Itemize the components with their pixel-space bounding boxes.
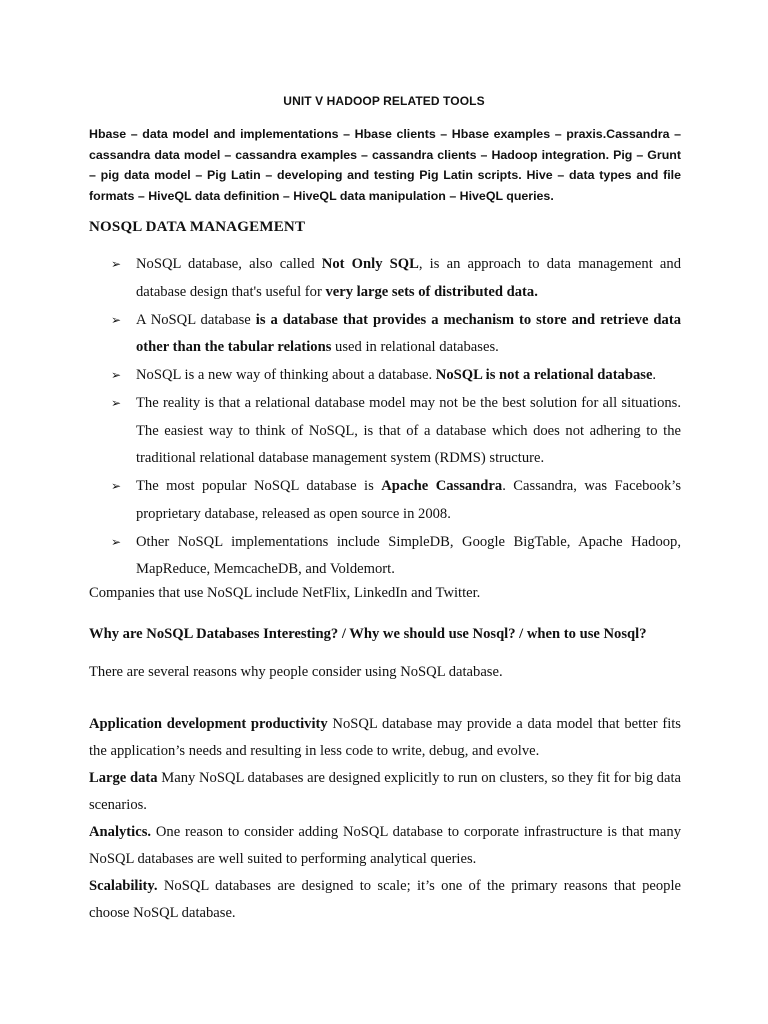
arrow-bullet-icon: ➢: [111, 368, 122, 382]
list-item: [89, 251, 681, 306]
reason-text: NoSQL databases are designed to scale; it’s one of the primary reasons that people choose NoSQL database.: [89, 878, 681, 921]
reason-term: Analytics.: [89, 824, 152, 840]
bullet-text: The most popular NoSQL database is: [136, 478, 382, 494]
reason-term: Application development productivity: [89, 716, 328, 732]
reasons-intro: There are several reasons why people consider using NoSQL database.: [89, 664, 503, 680]
bullet-bold-text: Not Only SQL: [321, 256, 419, 272]
bullet-text: used in relational databases.: [331, 339, 499, 355]
bullet-bold-text: is a database that provides a mechanism to store and retrieve data other than the tabular relations: [136, 311, 681, 355]
arrow-bullet-icon: ➢: [111, 534, 122, 549]
list-item: [89, 307, 681, 362]
list-item: [89, 473, 681, 528]
reason-item: [89, 711, 681, 765]
arrow-bullet-icon: ➢: [111, 312, 122, 327]
section-title: NOSQL DATA MANAGEMENT: [89, 219, 306, 235]
list-item: [89, 362, 681, 390]
reason-item: [89, 765, 681, 819]
bullet-list: [89, 251, 681, 584]
bullet-text: . Cassandra, was Facebook’s proprietary database, released as open source in 2008.: [136, 478, 682, 522]
list-item: [89, 390, 681, 473]
arrow-bullet-icon: ➢: [111, 396, 122, 410]
reason-text: NoSQL database may provide a data model that better fits the application’s needs and resulting in less code to write, debug, and evolve.: [89, 716, 681, 759]
syllabus-topics: Hbase – data model and implementations – Hbase clients – Hbase examples – praxis.Cassandra – cassandra data model – cassandra examples – cassandra clients – Hadoop integration. Pig – Grunt – pig data model – Pig Latin – developing and testing Pig Latin scripts. Hive – data types and file formats – HiveQL data definition – HiveQL data manipulation – HiveQL queries.: [89, 127, 681, 203]
reason-item: [89, 873, 681, 927]
bullet-bold-text: very large sets of distributed data.: [325, 283, 538, 300]
reason-term: Large data: [89, 770, 158, 786]
bullet-text: A NoSQL database: [136, 311, 256, 328]
unit-title: UNIT V HADOOP RELATED TOOLS: [283, 94, 485, 108]
reason-item: [89, 819, 681, 873]
bullet-text: .: [652, 367, 657, 383]
bullet-text: NoSQL database, also called: [136, 256, 322, 272]
bullet-text: Other NoSQL implementations include SimpleDB, Google BigTable, Apache Hadoop, MapReduce, MemcacheDB, and Voldemort.: [136, 533, 681, 577]
bullet-text: The reality is that a relational database model may not be the best solution for all situations. The easiest way to think of NoSQL, is that of a database which does not adhering to the traditional relational database management system (RDMS) structure.: [136, 395, 681, 466]
bullet-bold-text: NoSQL is not a relational database: [435, 367, 653, 383]
bullet-text: , is an approach to data management and database design that's useful for: [136, 256, 681, 300]
arrow-bullet-icon: ➢: [111, 479, 122, 493]
why-heading: Why are NoSQL Databases Interesting? / Why we should use Nosql? / when to use Nosql?: [89, 626, 647, 642]
reasons-list: [89, 711, 681, 927]
reason-text: Many NoSQL databases are designed explicitly to run on clusters, so they fit for big data scenarios.: [89, 770, 681, 813]
companies-paragraph: Companies that use NoSQL include NetFlix, LinkedIn and Twitter.: [89, 585, 481, 601]
reason-text: One reason to consider adding NoSQL database to corporate infrastructure is that many NoSQL databases are well suited to performing analytical queries.: [89, 824, 681, 867]
bullet-text: NoSQL is a new way of thinking about a database.: [136, 367, 436, 383]
reason-term: Scalability.: [89, 878, 158, 894]
bullet-bold-text: Apache Cassandra: [381, 478, 503, 494]
arrow-bullet-icon: ➢: [111, 257, 122, 271]
list-item: [89, 529, 681, 584]
